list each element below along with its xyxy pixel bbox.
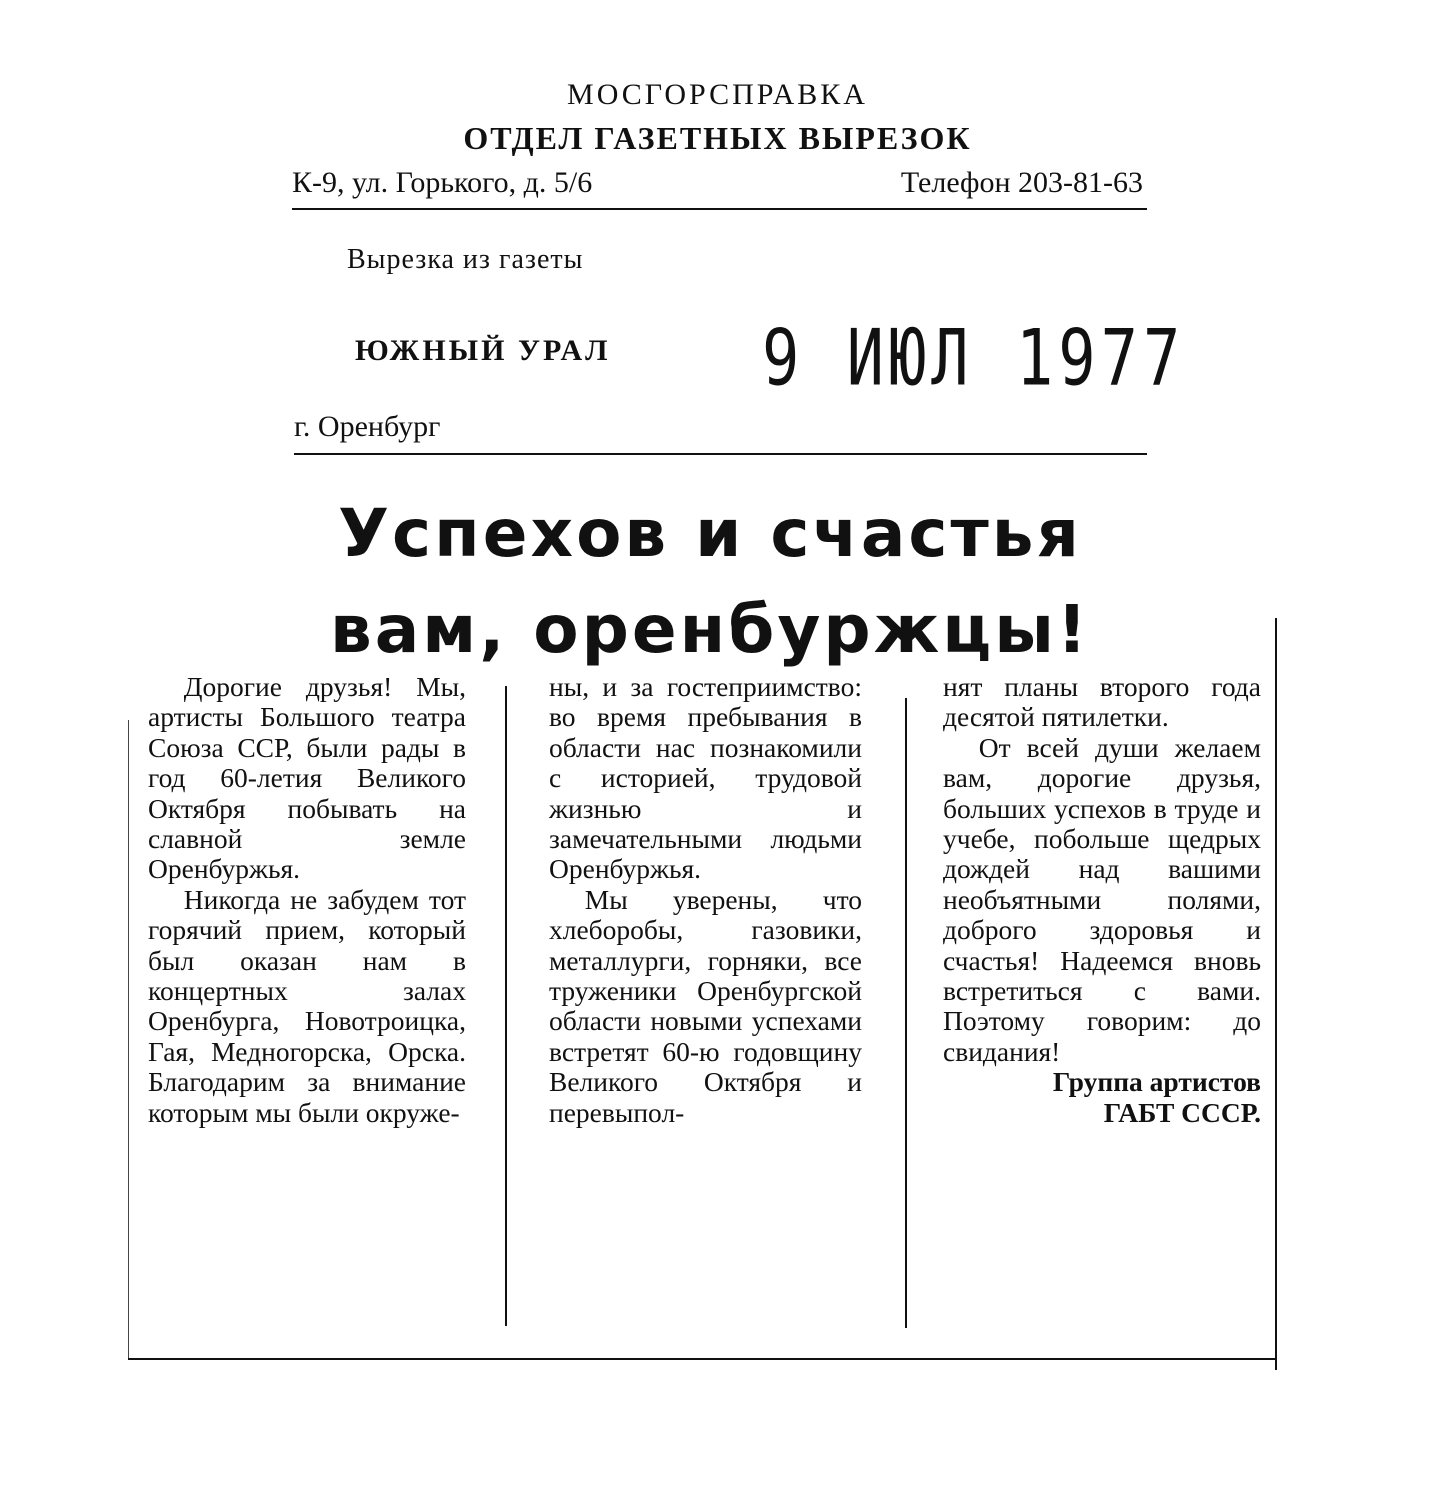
column-divider-2 — [905, 698, 907, 1328]
clipping-right-edge — [1275, 618, 1277, 1370]
column-2-paragraph-2: Мы уверены, что хлеборобы, газовики, металлурги, горняки, все труженики Оренбургской области новыми успехами встретят 60-ю годовщину Великого Октября и перевыпол- — [549, 883, 862, 1128]
article-column-2 — [549, 672, 862, 1128]
signature-line-1: Группа артистов — [1052, 1066, 1261, 1098]
article-headline — [180, 486, 1240, 678]
clipping-rule — [294, 453, 1147, 455]
column-divider-1 — [505, 686, 507, 1326]
newspaper-name: ЮЖНЫЙ УРАЛ — [355, 334, 611, 367]
address-text: К-9, ул. Горького, д. 5/6 — [292, 166, 593, 199]
column-3-paragraph-1: нят планы второго года десятой пятилетки. — [943, 671, 1261, 733]
date-stamp: 9 ИЮЛ 1977 — [762, 312, 1186, 404]
headline-line-2: вам, оренбуржцы! — [330, 591, 1090, 668]
column-1-paragraph-2: Никогда не забудем тот горячий прием, который был оказан нам в концертных залах Оренбурга, Новотроицка, Гая, Медногорска, Орска. Благодарим за внимание которым мы были окруже- — [148, 883, 466, 1128]
clipping-label: Вырезка из газеты — [347, 244, 584, 275]
article-column-1 — [148, 672, 466, 1128]
agency-name: МОСГОРСПРАВКА — [567, 78, 868, 111]
article-column-3 — [943, 672, 1261, 1128]
column-1-paragraph-1: Дорогие друзья! Мы, артисты Большого театра Союза ССР, были рады в год 60-летия Великого Октября побывать на славной земле Оренбуржья. — [148, 671, 466, 885]
signature-line-2: ГАБТ СССР. — [1103, 1096, 1261, 1128]
phone-text: Телефон 203-81-63 — [900, 166, 1143, 199]
column-2-paragraph-1: ны, и за гостеприимство: во время пребывания в области нас познакомили с историей, трудовой жизнью и замечательными людьми Оренбуржья. — [549, 671, 862, 885]
department-name: ОТДЕЛ ГАЗЕТНЫХ ВЫРЕЗОК — [463, 120, 972, 156]
address-row — [292, 166, 1147, 206]
headline-line-1: Успехов и счастья — [338, 495, 1082, 572]
clipping-left-edge — [128, 720, 129, 1360]
city-text: г. Оренбург — [294, 410, 441, 443]
clipping-bottom-edge — [128, 1358, 1276, 1360]
column-3-paragraph-2: От всей души желаем вам, дорогие друзья, больших успехов в труде и учебе, побольше щедрых дождей над вашими необъятными полями, доброго здоровья и счастья! Надеемся вновь встретиться с вами. Поэтому говорим: до свидания! — [943, 731, 1261, 1067]
header-rule — [292, 208, 1147, 210]
